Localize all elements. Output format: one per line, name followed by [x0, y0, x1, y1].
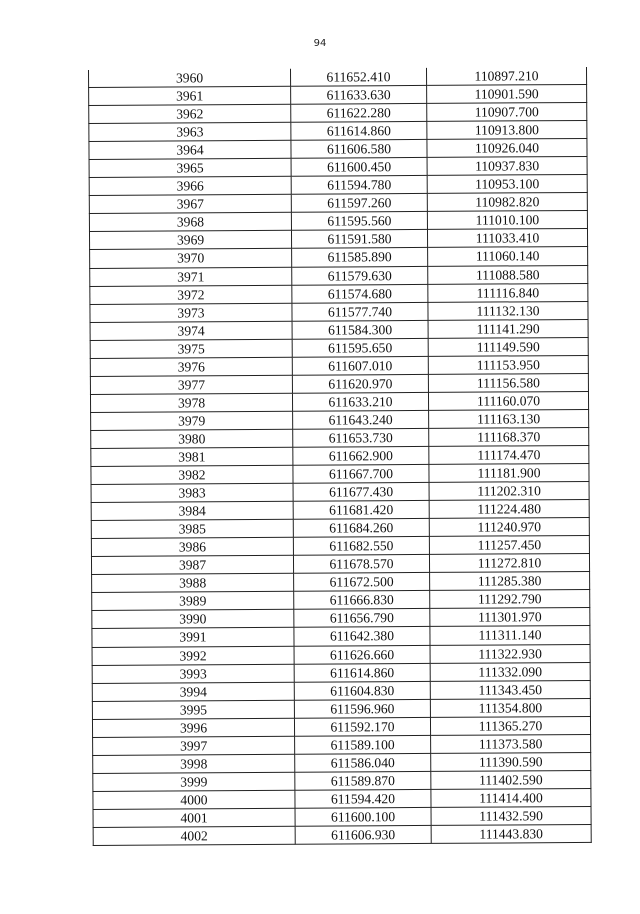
- y-coordinate-cell: 111432.590: [431, 806, 591, 825]
- y-coordinate-cell: 111088.580: [428, 265, 588, 284]
- point-number-cell: 3967: [89, 195, 291, 214]
- point-number-cell: 3999: [93, 772, 295, 791]
- x-coordinate-cell: 611662.900: [293, 446, 429, 465]
- x-coordinate-cell: 611652.410: [290, 68, 426, 86]
- y-coordinate-cell: 111311.140: [430, 626, 590, 645]
- y-coordinate-cell: 111443.830: [431, 824, 591, 843]
- point-number-cell: 3963: [89, 122, 291, 141]
- table-row: [89, 103, 587, 124]
- y-coordinate-cell: 110953.100: [427, 175, 587, 194]
- point-number-cell: 3971: [90, 267, 292, 286]
- x-coordinate-cell: 611589.100: [295, 735, 431, 754]
- table-row: [91, 445, 589, 466]
- point-number-cell: 3994: [92, 682, 294, 701]
- y-coordinate-cell: 111141.290: [428, 319, 588, 338]
- x-coordinate-cell: 611656.790: [294, 609, 430, 628]
- table-row: [91, 536, 589, 557]
- x-coordinate-cell: 611584.300: [292, 320, 428, 339]
- table-row: [89, 139, 587, 160]
- point-number-cell: 4002: [93, 826, 295, 845]
- table-row: [92, 590, 590, 611]
- table-row: [89, 229, 587, 250]
- point-number-cell: 3992: [92, 646, 294, 665]
- y-coordinate-cell: 111343.450: [430, 680, 590, 699]
- x-coordinate-cell: 611653.730: [293, 428, 429, 447]
- x-coordinate-cell: 611595.650: [292, 338, 428, 357]
- point-number-cell: 3996: [92, 718, 294, 737]
- coordinate-table: [88, 67, 592, 846]
- table-row: [92, 608, 590, 629]
- point-number-cell: 3980: [91, 429, 293, 448]
- y-coordinate-cell: 111224.480: [429, 500, 589, 519]
- y-coordinate-cell: 111414.400: [431, 788, 591, 807]
- y-coordinate-cell: 111153.950: [428, 355, 588, 374]
- y-coordinate-cell: 111322.930: [430, 644, 590, 663]
- y-coordinate-cell: 111060.140: [428, 247, 588, 266]
- y-coordinate-cell: 111373.580: [431, 734, 591, 753]
- point-number-cell: 3984: [91, 501, 293, 520]
- table-row: [90, 337, 588, 358]
- x-coordinate-cell: 611577.740: [292, 302, 428, 321]
- x-coordinate-cell: 611586.040: [295, 753, 431, 772]
- table-row: [92, 716, 590, 737]
- point-number-cell: 3973: [90, 303, 292, 322]
- y-coordinate-cell: 111163.130: [429, 409, 589, 428]
- y-coordinate-cell: 111365.270: [430, 716, 590, 735]
- point-number-cell: 3962: [89, 104, 291, 123]
- x-coordinate-cell: 611677.430: [293, 483, 429, 502]
- point-number-cell: 4001: [93, 808, 295, 827]
- table-row: [90, 373, 588, 394]
- point-number-cell: 3970: [90, 249, 292, 268]
- point-number-cell: 3968: [89, 213, 291, 232]
- table-row: [93, 806, 591, 827]
- y-coordinate-cell: 111354.800: [430, 698, 590, 717]
- table-row: [93, 770, 591, 791]
- x-coordinate-cell: 611606.930: [295, 825, 431, 844]
- x-coordinate-cell: 611607.010: [292, 356, 428, 375]
- table-row: [91, 500, 589, 521]
- table-row: [91, 463, 589, 484]
- point-number-cell: 3986: [91, 537, 293, 556]
- table-row: [91, 482, 589, 503]
- x-coordinate-cell: 611604.830: [294, 681, 430, 700]
- y-coordinate-cell: 111010.100: [427, 211, 587, 230]
- x-coordinate-cell: 611600.100: [295, 807, 431, 826]
- point-number-cell: 3977: [90, 375, 292, 394]
- x-coordinate-cell: 611620.970: [292, 374, 428, 393]
- y-coordinate-cell: 111240.970: [429, 518, 589, 537]
- y-coordinate-cell: 110907.700: [427, 103, 587, 122]
- table-row: [90, 265, 588, 286]
- point-number-cell: 3991: [92, 628, 294, 647]
- y-coordinate-cell: 111257.450: [429, 536, 589, 555]
- table-row: [91, 554, 589, 575]
- x-coordinate-cell: 611606.580: [291, 140, 427, 159]
- table-row: [93, 824, 591, 845]
- table-row: [91, 427, 589, 448]
- table-row: [90, 391, 588, 412]
- table-row: [92, 662, 590, 683]
- point-number-cell: 3987: [91, 556, 293, 575]
- table-row: [89, 157, 587, 178]
- point-number-cell: 3979: [91, 411, 293, 430]
- point-number-cell: 3964: [89, 140, 291, 159]
- x-coordinate-cell: 611596.960: [294, 699, 430, 718]
- table-row: [93, 734, 591, 755]
- table-row: [90, 319, 588, 340]
- point-number-cell: 3961: [89, 86, 291, 105]
- table-row: [89, 175, 587, 196]
- x-coordinate-cell: 611684.260: [293, 519, 429, 538]
- point-number-cell: 3974: [90, 321, 292, 340]
- table-row: [93, 788, 591, 809]
- x-coordinate-cell: 611633.630: [291, 85, 427, 104]
- x-coordinate-cell: 611672.500: [294, 573, 430, 592]
- x-coordinate-cell: 611622.280: [291, 104, 427, 123]
- x-coordinate-cell: 611597.260: [291, 194, 427, 213]
- point-number-cell: 3985: [91, 519, 293, 538]
- y-coordinate-cell: 111132.130: [428, 301, 588, 320]
- x-coordinate-cell: 611678.570: [293, 555, 429, 574]
- x-coordinate-cell: 611666.830: [294, 591, 430, 610]
- x-coordinate-cell: 611600.450: [291, 158, 427, 177]
- point-number-cell: 3975: [90, 339, 292, 358]
- table-row: [90, 283, 588, 304]
- x-coordinate-cell: 611591.580: [291, 230, 427, 249]
- point-number-cell: 4000: [93, 790, 295, 809]
- table-row: [90, 355, 588, 376]
- point-number-cell: 3978: [90, 393, 292, 412]
- y-coordinate-cell: 111174.470: [429, 445, 589, 464]
- table-row: [92, 680, 590, 701]
- y-coordinate-cell: 110897.210: [426, 67, 586, 86]
- x-coordinate-cell: 611614.860: [294, 663, 430, 682]
- point-number-cell: 3981: [91, 447, 293, 466]
- x-coordinate-cell: 611595.560: [291, 212, 427, 231]
- table-row: [92, 626, 590, 647]
- coordinate-table-body: [88, 67, 591, 846]
- point-number-cell: 3965: [89, 158, 291, 177]
- x-coordinate-cell: 611643.240: [293, 410, 429, 429]
- x-coordinate-cell: 611682.550: [293, 537, 429, 556]
- point-number-cell: 3989: [92, 592, 294, 611]
- y-coordinate-cell: 110982.820: [427, 193, 587, 212]
- point-number-cell: 3990: [92, 610, 294, 629]
- table-row: [93, 752, 591, 773]
- y-coordinate-cell: 111033.410: [427, 229, 587, 248]
- x-coordinate-cell: 611633.210: [292, 392, 428, 411]
- y-coordinate-cell: 111301.970: [430, 608, 590, 627]
- y-coordinate-cell: 110901.590: [427, 85, 587, 104]
- point-number-cell: 3976: [90, 357, 292, 376]
- y-coordinate-cell: 111285.380: [430, 572, 590, 591]
- table-row: [90, 247, 588, 268]
- y-coordinate-cell: 111202.310: [429, 482, 589, 501]
- point-number-cell: 3972: [90, 285, 292, 304]
- table-row: [90, 301, 588, 322]
- point-number-cell: 3960: [88, 69, 290, 88]
- point-number-cell: 3995: [92, 700, 294, 719]
- y-coordinate-cell: 111402.590: [431, 770, 591, 789]
- y-coordinate-cell: 111272.810: [429, 554, 589, 573]
- table-row: [92, 572, 590, 593]
- table-row: [91, 409, 589, 430]
- x-coordinate-cell: 611667.700: [293, 464, 429, 483]
- y-coordinate-cell: 111390.590: [431, 752, 591, 771]
- y-coordinate-cell: 111149.590: [428, 337, 588, 356]
- x-coordinate-cell: 611642.380: [294, 627, 430, 646]
- y-coordinate-cell: 111292.790: [430, 590, 590, 609]
- y-coordinate-cell: 111160.070: [428, 391, 588, 410]
- table-row: [89, 193, 587, 214]
- y-coordinate-cell: 111116.840: [428, 283, 588, 302]
- point-number-cell: 3997: [93, 736, 295, 755]
- x-coordinate-cell: 611681.420: [293, 501, 429, 520]
- table-row: [92, 698, 590, 719]
- table-row: [91, 518, 589, 539]
- point-number-cell: 3993: [92, 664, 294, 683]
- point-number-cell: 3988: [92, 574, 294, 593]
- y-coordinate-cell: 111332.090: [430, 662, 590, 681]
- y-coordinate-cell: 111156.580: [428, 373, 588, 392]
- x-coordinate-cell: 611626.660: [294, 645, 430, 664]
- x-coordinate-cell: 611579.630: [292, 266, 428, 285]
- table-row: [89, 211, 587, 232]
- x-coordinate-cell: 611574.680: [292, 284, 428, 303]
- x-coordinate-cell: 611614.860: [291, 122, 427, 141]
- y-coordinate-cell: 111181.900: [429, 463, 589, 482]
- table-row: [89, 85, 587, 106]
- point-number-cell: 3998: [93, 754, 295, 773]
- y-coordinate-cell: 110937.830: [427, 157, 587, 176]
- table-row: [89, 121, 587, 142]
- x-coordinate-cell: 611585.890: [292, 248, 428, 267]
- y-coordinate-cell: 111168.370: [429, 427, 589, 446]
- point-number-cell: 3983: [91, 483, 293, 502]
- x-coordinate-cell: 611589.870: [295, 771, 431, 790]
- point-number-cell: 3982: [91, 465, 293, 484]
- point-number-cell: 3969: [89, 231, 291, 250]
- x-coordinate-cell: 611592.170: [294, 717, 430, 736]
- table-row: [92, 644, 590, 665]
- x-coordinate-cell: 611594.420: [295, 789, 431, 808]
- x-coordinate-cell: 611594.780: [291, 176, 427, 195]
- y-coordinate-cell: 110913.800: [427, 121, 587, 140]
- point-number-cell: 3966: [89, 177, 291, 196]
- y-coordinate-cell: 110926.040: [427, 139, 587, 158]
- page-number: 94: [313, 38, 327, 49]
